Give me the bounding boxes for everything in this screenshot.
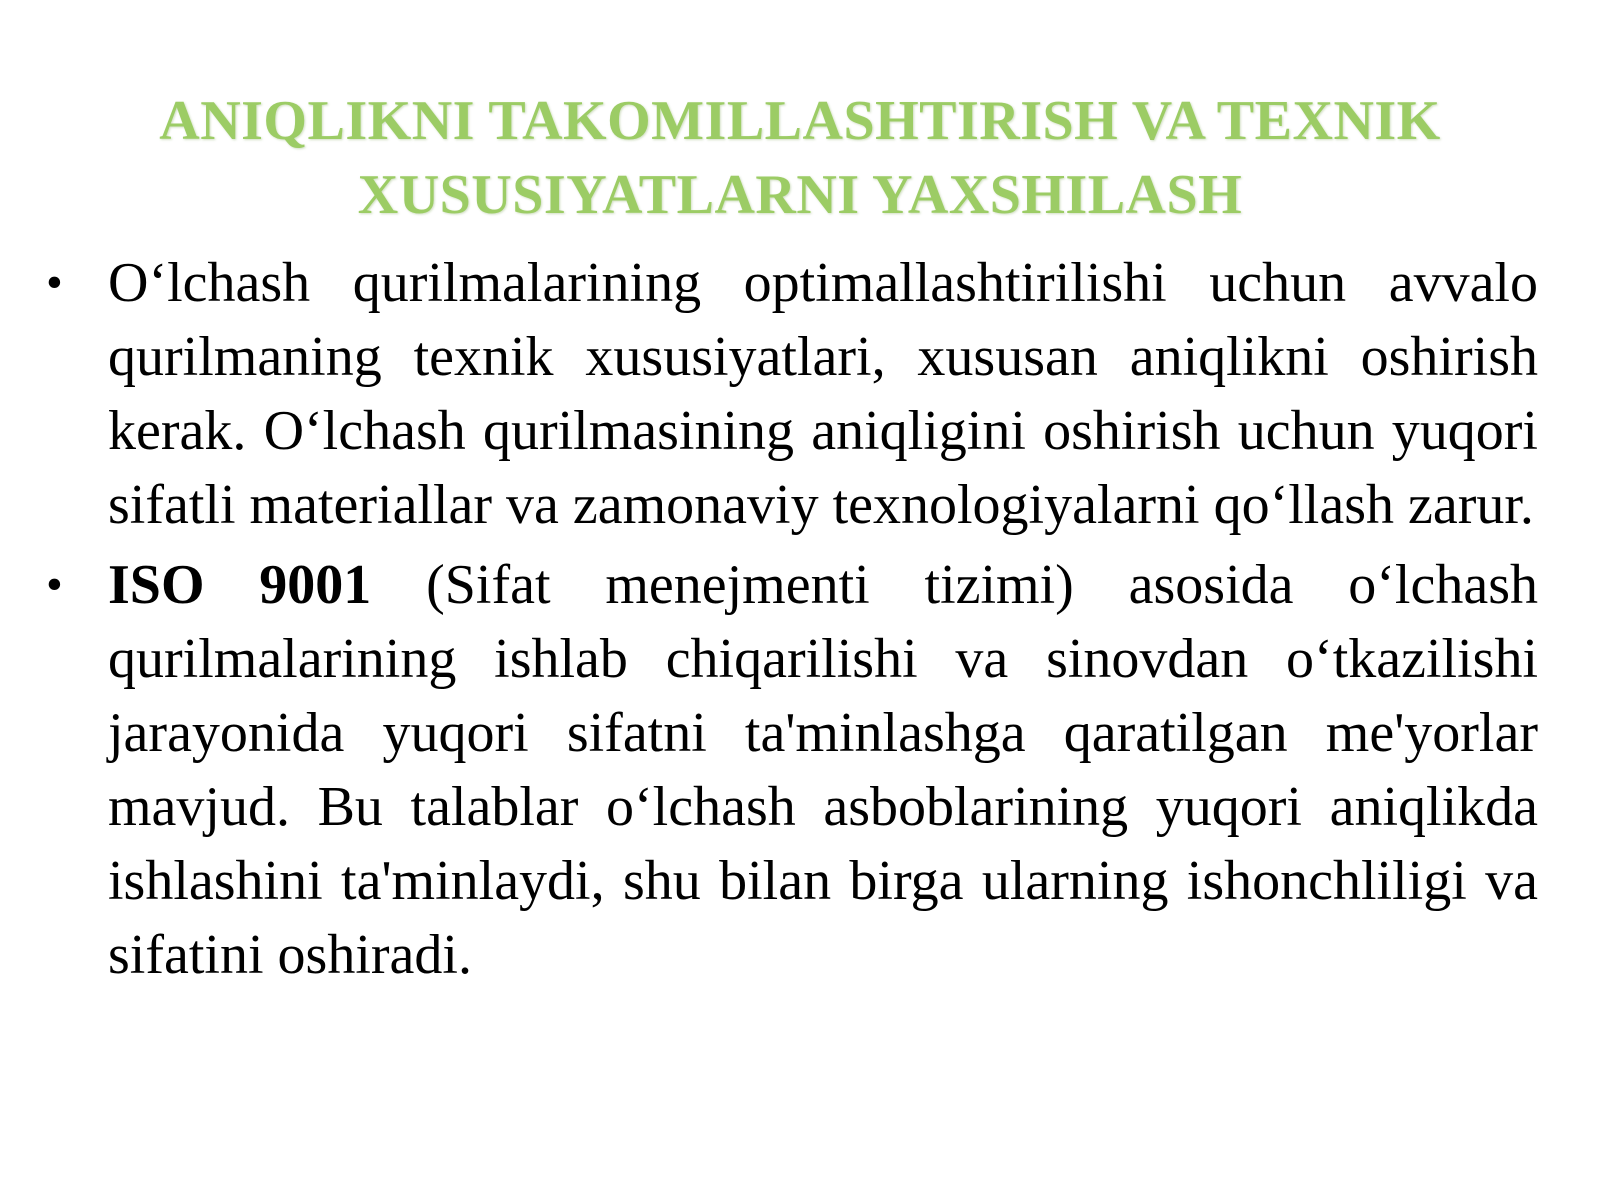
bullet-item-1 <box>0 246 1600 542</box>
slide-title-line-1: ANIQLIKNI TAKOMILLASHTIRISH VA TEXNIK <box>159 90 1441 152</box>
bullet-item-2 <box>0 548 1600 992</box>
bullet-text-2: (Sifat menejmenti tizimi) asosida o‘lchash qurilmalarining ishlab chiqarilishi va sinovdan o‘tkazilishi jarayonida yuqori sifatni ta'minlashga qaratilgan me'yorlar mavjud. Bu talablar o‘lchash asboblarining yuqori aniqlikda ishlashini ta'minlaydi, shu bilan birga ularning ishonchliligi va sifatini oshiradi. <box>108 554 1538 986</box>
slide-title-line-2: XUSUSIYATLARNI YAXSHILASH <box>357 164 1243 226</box>
bullet-list <box>0 246 1600 998</box>
bullet-icon: • <box>46 558 63 611</box>
bullet-text-1: O‘lchash qurilmalarining optimallashtirilishi uchun avvalo qurilmaning texnik xususiyatlari, xususan aniqlikni oshirish kerak. O‘lchash qurilmasining aniqligini oshirish uchun yuqori sifatli materiallar va zamonaviy texnologiyalarni qo‘llash zarur. <box>108 252 1538 536</box>
bullet-icon: • <box>46 256 63 309</box>
slide-title <box>60 84 1540 232</box>
standard-name: ISO 9001 <box>108 554 372 616</box>
